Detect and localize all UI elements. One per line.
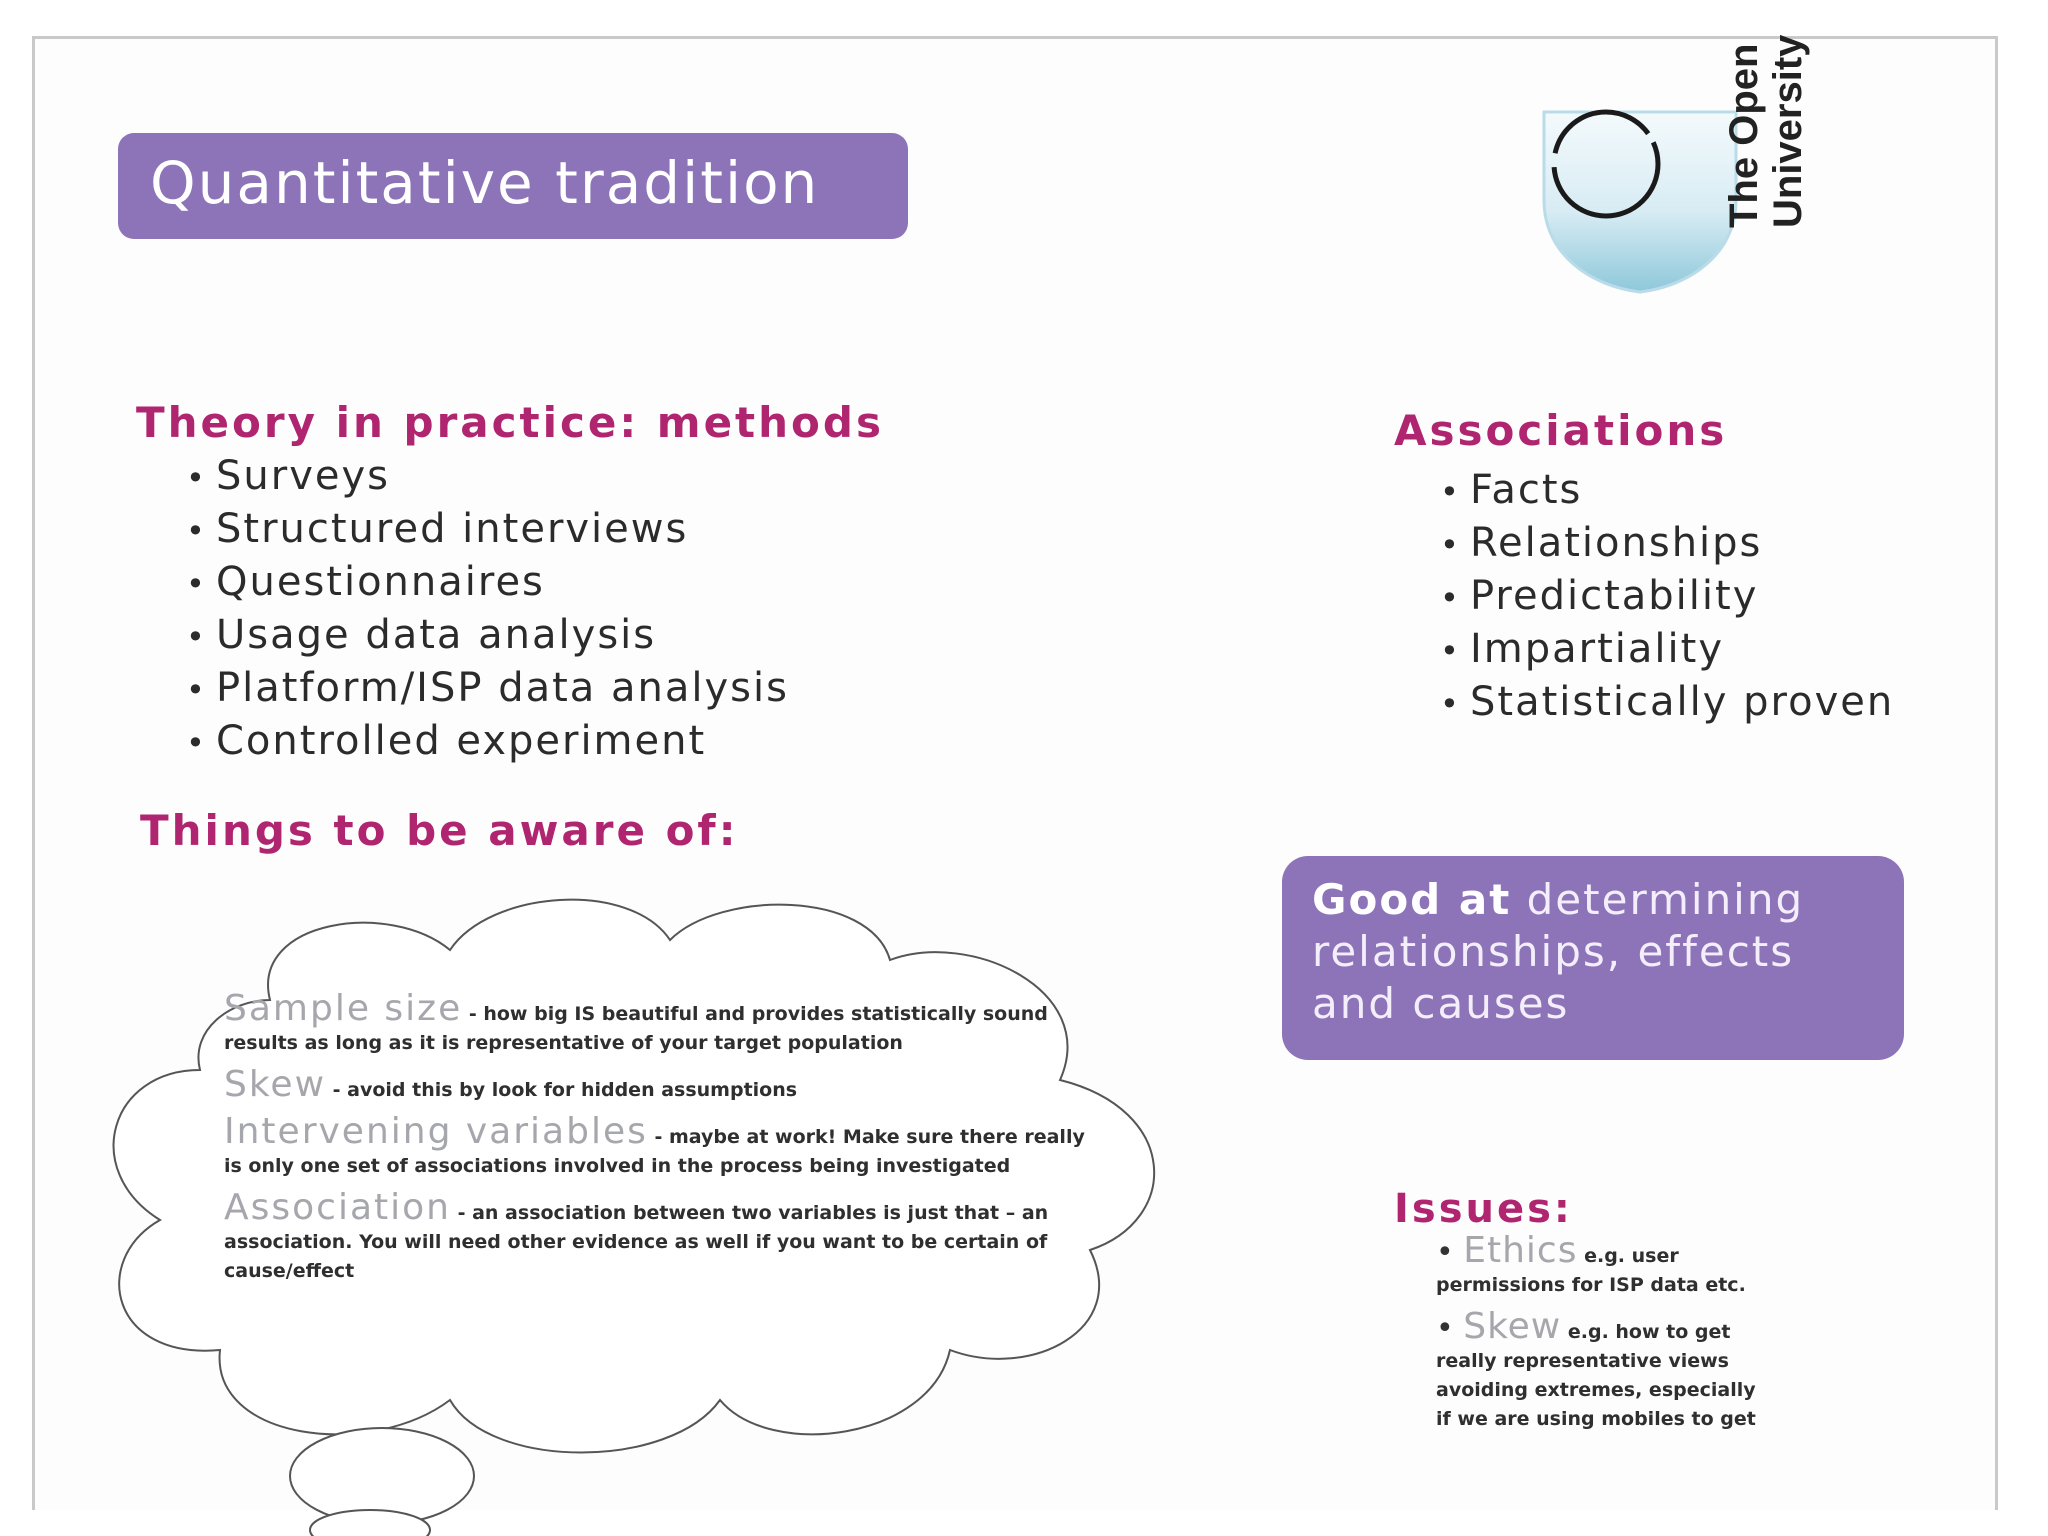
list-item	[224, 988, 1104, 1058]
list-item: • Ethics e.g. user permissions for ISP data etc.	[1436, 1230, 1746, 1296]
methods-list	[186, 450, 789, 768]
list-item: • Surveys	[186, 453, 390, 499]
title-banner	[118, 133, 908, 239]
good-at-text: Good at determining relationships, effects and causes	[1312, 875, 1805, 1028]
aware-list	[224, 988, 1104, 1292]
associations-list	[1440, 464, 1894, 729]
good-at-callout	[1282, 856, 1904, 1060]
associations-heading: Associations	[1394, 406, 1728, 455]
methods-heading: Theory in practice: methods	[136, 398, 884, 447]
aware-term: Skew	[224, 1064, 327, 1105]
aware-desc: - how big IS beautiful and provides statistically sound results as long as it is representative of your target population	[224, 1003, 1048, 1054]
list-item: • Structured interviews	[186, 506, 689, 552]
aware-term: Intervening variables	[224, 1111, 648, 1152]
list-item: • Controlled experiment	[186, 718, 707, 764]
issue-term: Skew	[1463, 1306, 1562, 1347]
page-title: Quantitative tradition	[150, 149, 820, 217]
logo-wordmark: The Open University	[1722, 34, 1810, 228]
list-item: • Platform/ISP data analysis	[186, 665, 789, 711]
issue-term: Ethics	[1463, 1230, 1578, 1271]
list-item: • Questionnaires	[186, 559, 545, 605]
issues-list	[1436, 1230, 1776, 1440]
issue-desc: e.g. how to get really representative views avoiding extremes, especially if we are using mobiles to get	[1436, 1321, 1756, 1430]
list-item: • Usage data analysis	[186, 612, 657, 658]
list-item	[224, 1187, 1104, 1286]
open-university-shield-icon	[1540, 108, 1740, 294]
list-item: • Skew e.g. how to get really representative views avoiding extremes, especially if we are using mobiles to get	[1436, 1306, 1756, 1430]
list-item: • Impartiality	[1440, 626, 1724, 672]
aware-desc: - avoid this by look for hidden assumptions	[326, 1079, 798, 1101]
list-item	[224, 1064, 1104, 1105]
aware-term: Association	[224, 1187, 451, 1228]
list-item: • Statistically proven	[1440, 679, 1895, 725]
list-item: • Facts	[1440, 467, 1583, 513]
aware-desc: - an association between two variables is just that – an association. You will need other evidence as well if you want to be certain of cause/effect	[224, 1202, 1049, 1282]
list-item: • Predictability	[1440, 573, 1759, 619]
aware-desc: - maybe at work! Make sure there really is only one set of associations involved in the process being investigated	[224, 1126, 1085, 1177]
aware-heading: Things to be aware of:	[140, 806, 739, 855]
aware-term: Sample size	[224, 988, 463, 1029]
list-item	[224, 1111, 1104, 1181]
list-item: • Relationships	[1440, 520, 1763, 566]
issue-desc: e.g. user permissions for ISP data etc.	[1436, 1245, 1746, 1296]
issues-heading: Issues:	[1394, 1186, 1573, 1232]
